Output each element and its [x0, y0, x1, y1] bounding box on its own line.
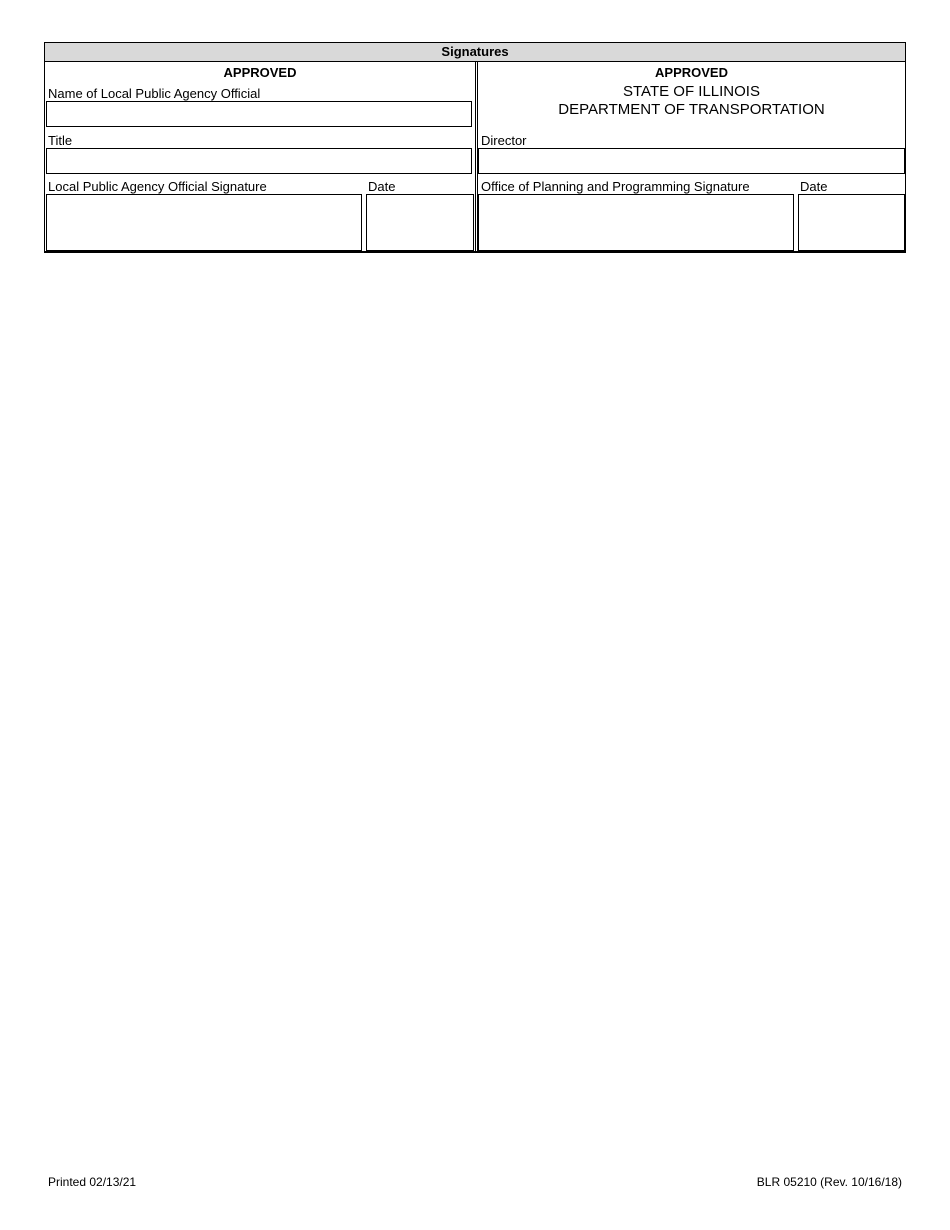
planning-signature-field[interactable]: [478, 194, 794, 251]
official-name-label: Name of Local Public Agency Official: [48, 86, 261, 101]
title-label: Title: [48, 133, 73, 148]
right-approved-heading: APPROVED: [655, 65, 728, 80]
director-label: Director: [481, 133, 527, 148]
form-number: BLR 05210 (Rev. 10/16/18): [756, 1175, 902, 1189]
right-date-label: Date: [800, 179, 828, 194]
left-date-label: Date: [368, 179, 396, 194]
signatures-table: [44, 42, 906, 253]
table-bottom-rule: [45, 251, 905, 252]
printed-date: Printed 02/13/21: [48, 1175, 137, 1189]
left-date-field[interactable]: [366, 194, 474, 251]
official-signature-label: Local Public Agency Official Signature: [48, 179, 267, 194]
planning-signature-label: Office of Planning and Programming Signature: [481, 179, 750, 194]
signatures-header: Signatures: [45, 43, 905, 62]
official-name-field[interactable]: [46, 101, 472, 127]
left-approved-heading: APPROVED: [223, 65, 297, 80]
title-field[interactable]: [46, 148, 472, 174]
state-name: STATE OF ILLINOIS: [623, 83, 760, 100]
official-signature-field[interactable]: [46, 194, 362, 251]
right-date-field[interactable]: [798, 194, 905, 251]
director-field[interactable]: [478, 148, 905, 174]
department-name: DEPARTMENT OF TRANSPORTATION: [558, 101, 825, 118]
